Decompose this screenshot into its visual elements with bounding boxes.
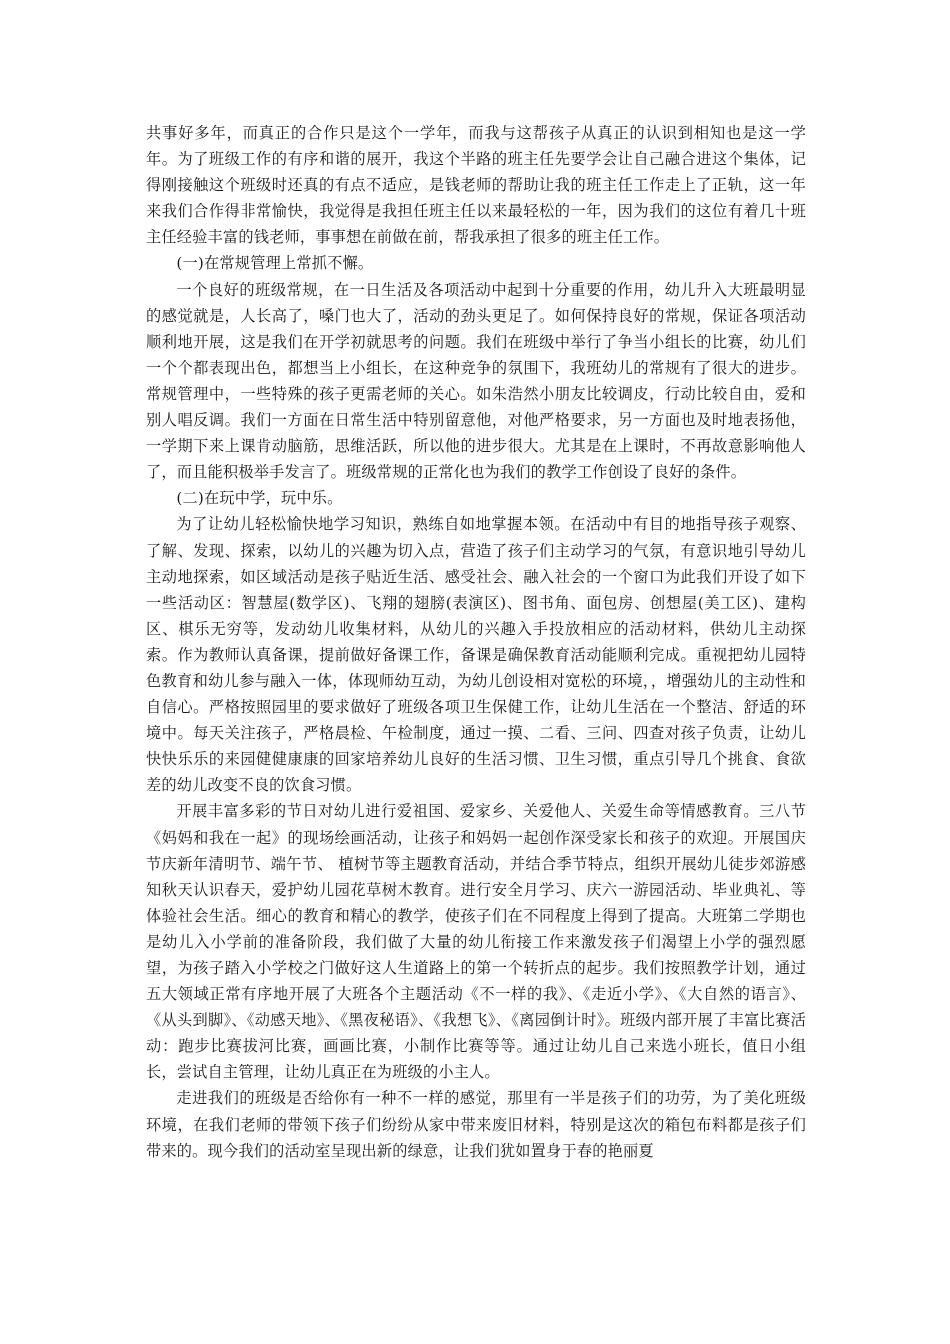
paragraph-class-environment: 走进我们的班级是否给你有一种不一样的感觉，那里有一半是孩子们的功劳，为了美化班级环境，在我们老师的带领下孩子们纷纷从家中带来废旧材料，特别是这次的箱包布料都是孩子们带来的。现今我们的活动室呈现出新的绿意，让我们犹如置身于春的艳丽夏 [146, 1089, 806, 1160]
paragraph-continuation: 共事好多年，而真正的合作只是这个一学年，而我与这帮孩子从真正的认识到相知也是这一学年。为了班级工作的有序和谐的展开，我这个半路的班主任先要学会让自己融合进这个集体，记得刚接触这个班级时还真的有点不适应，是钱老师的帮助让我的班主任工作走上了正轨，这一年来我们合作得非常愉快，我觉得是我担任班主任以来最轻松的一年，因为我们的这位有着几十班主任经验丰富的钱老师，事事想在前做在前，帮我承担了很多的班主任工作。 [146, 124, 806, 247]
paragraph-routine: 一个良好的班级常规，在一日生活及各项活动中起到十分重要的作用，幼儿升入大班最明显的感觉就是，人长高了，嗓门也大了，活动的劲头更足了。如何保持良好的常规，保证各项活动顺利地开展，这是我们在开学初就思考的问题。我们在班级中举行了争当小组长的比赛，幼儿们一个个都表现出色，都想当上小组长，在这种竞争的氛围下，我班幼儿的常规有了很大的进步。常规管理中，一些特殊的孩子更需老师的关心。如朱浩然小朋友比较调皮，行动比较自由，爱和别人唱反调。我们一方面在日常生活中特别留意他，对他严格要求，另一方面也及时地表扬他，一学期下来上课肯动脑筋，思维活跃，所以他的进步很大。尤其是在上课时，不再故意影响他人了，而且能积极举手发言了。班级常规的正常化也为我们的教学工作创设了良好的条件。 [146, 280, 806, 482]
section-heading-learn-through-play: (二)在玩中学，玩中乐。 [176, 489, 343, 508]
paragraph-activity-areas: 为了让幼儿轻松愉快地学习知识，熟练自如地掌握本领。在活动中有目的地指导孩子观察、了解、发现、探索，以幼儿的兴趣为切入点，营造了孩子们主动学习的气氛，有意识地引导幼儿主动地探索，如区域活动是孩子贴近生活、感受社会、融入社会的一个窗口为此我们开设了如下一些活动区：智慧屋(数学区)、飞翔的翅膀(表演区)、图书角、面包房、创想屋(美工区)、建构区、棋乐无穷等，发动幼儿收集材料，从幼儿的兴趣入手投放相应的活动材料，供幼儿主动探索。作为教师认真备课，提前做好备课工作，备课是确保教育活动能顺利完成。重视把幼儿园特色教育和幼儿参与融入一体，体现师幼互动，为幼儿创设相对宽松的环境，，增强幼儿的主动性和自信心。严格按照园里的要求做好了班级各项卫生保健工作，让幼儿生活在一个整洁、舒适的环境中。每天关注孩子，严格晨检、午检制度，通过一摸、二看、三问、四查对孩子负责，让幼儿快快乐乐的来园健健康康的回家培养幼儿良好的生活习惯、卫生习惯，重点引导几个挑食、食欲差的幼儿改变不良的饮食习惯。 [146, 515, 806, 795]
paragraph-festival-education: 开展丰富多彩的节日对幼儿进行爱祖国、爱家乡、关爱他人、关爱生命等情感教育。三八节《妈妈和我在一起》的现场绘画活动，让孩子和妈妈一起创作深受家长和孩子的欢迎。开展国庆节庆新年清明节、端午节、 植树节等主题教育活动，并结合季节特点，组织开展幼儿徒步郊游感知秋天认识春天，爱护幼儿园花草树木教育。进行安全月学习、庆六一游园活动、毕业典礼、等体验社会生活。细心的教育和精心的教学，使孩子们在不同程度上得到了提高。大班第二学期也是幼儿入小学前的准备阶段，我们做了大量的幼儿衔接工作来激发孩子们渴望上小学的强烈愿望，为孩子踏入小学校之门做好这人生道路上的第一个转折点的起步。我们按照教学计划，通过五大领域正常有序地开展了大班各个主题活动《不一样的我》、《走近小学》、《大自然的语言》、《从头到脚》、《动感天地》、《黑夜秘语》、《我想飞》、《离园倒计时》。班级内部开展了丰富比赛活动：跑步比赛拔河比赛，画画比赛，小制作比赛等等。通过让幼儿自己来选小班长，值日小组长，尝试自主管理，让幼儿真正在为班级的小主人。 [146, 802, 806, 1082]
document-page [146, 120, 806, 1164]
section-heading-routine-management: (一)在常规管理上常抓不懈。 [176, 254, 374, 273]
